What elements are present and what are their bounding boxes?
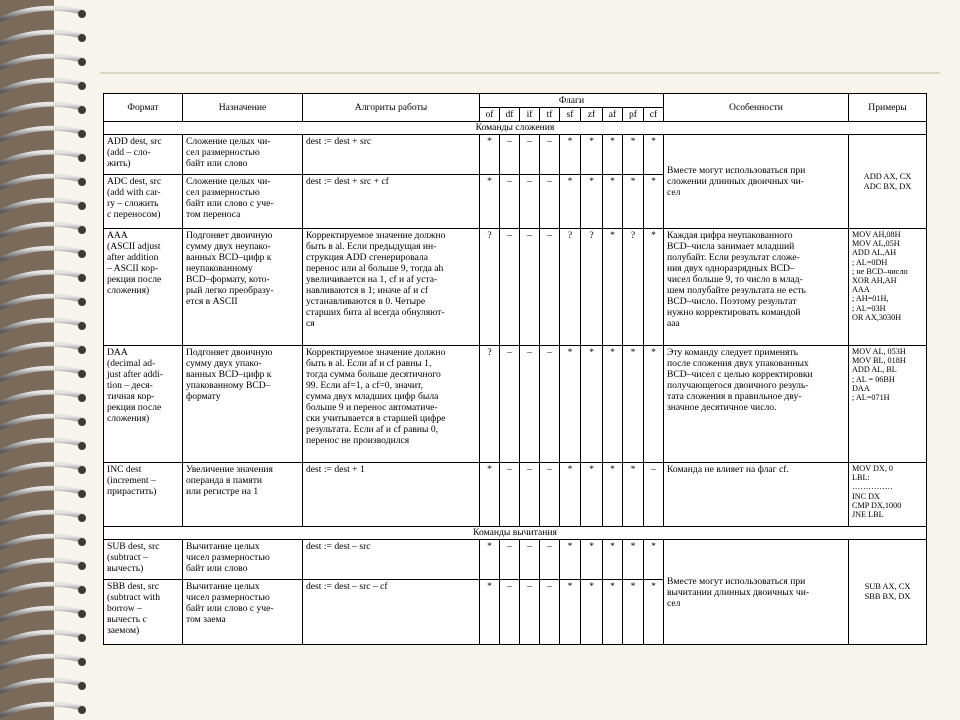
flag-cell: * [480,175,500,229]
flag-cell: – [500,540,520,580]
spiral-hole [78,562,86,570]
spiral-coil [2,200,82,211]
header-examples: Примеры [849,94,927,122]
spiral-coil [2,416,82,427]
flag-cell: * [560,540,581,580]
algorithm-cell: dest := dest + src [303,135,480,175]
section-header-subtraction: Команды вычитания [104,527,927,540]
flag-cell: * [623,346,644,463]
table-row-daa [104,346,927,463]
table-row-aaa [104,229,927,346]
algorithm-cell: dest := dest – src [303,540,480,580]
spiral-coil [2,704,82,715]
flag-cell: * [480,135,500,175]
flag-header: af [603,108,623,122]
spiral-hole [78,178,86,186]
flag-cell: – [500,580,520,645]
flag-cell: – [540,540,560,580]
purpose-cell: Вычитание целых чисел размерностью байт или слово [183,540,303,580]
section-header-addition: Команды сложения [104,122,927,135]
format-cell: ADD dest, src (add – сло- жить) [104,135,183,175]
flag-cell: * [644,580,664,645]
spiral-hole [78,274,86,282]
features-cell: Вместе могут использоваться при сложении длинных двоичных чи- сел [664,135,849,229]
flag-cell: – [540,580,560,645]
flag-cell: – [520,346,540,463]
flag-cell: – [500,346,520,463]
instruction-table-wrapper [103,93,927,645]
flag-cell: * [581,463,603,527]
spiral-hole [78,298,86,306]
format-cell: AAA (ASCII adjust after addition – ASCII кор- рекция после сложения) [104,229,183,346]
flag-cell: * [623,463,644,527]
spiral-hole [78,346,86,354]
flag-cell: * [603,229,623,346]
format-cell: ADC dest, src (add with car- ry – сложить с переносом) [104,175,183,229]
examples-cell: MOV DX, 0 LBL: …………… INC DX CMP DX,1000 JNE LBL [849,463,927,527]
spiral-hole [78,658,86,666]
flag-cell: ? [560,229,581,346]
spiral-coil [2,128,82,139]
flag-cell: * [480,463,500,527]
flag-cell: – [500,135,520,175]
notebook-spiral-binding [0,0,110,720]
table-row-sub [104,540,927,580]
spiral-hole [78,514,86,522]
spiral-coil [2,584,82,595]
spiral-coil [2,104,82,115]
spiral-coil [2,368,82,379]
flag-cell: * [623,135,644,175]
examples-cell: MOV AH,08H MOV AL,05H ADD AL,AH ; AL=0DH ; не BCD–число XOR AH,AH AAA ; AH=01H, ; AL=03H OR AX,3030H [849,229,927,346]
spiral-coil [2,296,82,307]
header-features: Особенности [664,94,849,122]
spiral-coil [2,248,82,259]
flag-cell: * [603,580,623,645]
flag-cell: * [603,540,623,580]
flag-cell: – [520,175,540,229]
header-algorithm: Алгориты работы [303,94,480,122]
horizontal-rule [100,72,940,74]
features-cell: Эту команду следует применять после сложения двух упакованных BCD–чисел с целью корректировки получающегося двоичного резуль- тата сложения в правильное дву- значное десятичное число. [664,346,849,463]
spiral-coil [2,8,82,19]
flag-cell: – [500,229,520,346]
purpose-cell: Подгоняет двоичную сумму двух упако- ванных BCD–цифр к упакованному BCD– формату [183,346,303,463]
spiral-coil [2,344,82,355]
flag-cell: * [581,175,603,229]
spiral-hole [78,130,86,138]
algorithm-cell: Корректируемое значение должно быть в al. Если af и cf равны 1, тогда сумма больше десятичного 99. Если af=1, а cf=0, значит, сумма двух младших цифр была больше 9 и перенос автоматиче- ски учитывается в старшей цифре результата. Если af и cf равны 0, перенос не производился [303,346,480,463]
flag-cell: * [560,135,581,175]
spiral-coil [2,56,82,67]
spiral-hole [78,466,86,474]
flag-cell: * [623,540,644,580]
spiral-coil [2,440,82,451]
spiral-hole [78,538,86,546]
spiral-hole [78,682,86,690]
format-cell: SUB dest, src (subtract – вычесть) [104,540,183,580]
flag-cell: * [480,540,500,580]
flag-cell: * [581,540,603,580]
algorithm-cell: dest := dest + 1 [303,463,480,527]
spiral-coil [2,632,82,643]
spiral-hole [78,10,86,18]
flag-cell: – [520,229,540,346]
flag-header: sf [560,108,581,122]
spiral-coil [2,608,82,619]
spiral-coil [2,488,82,499]
flag-cell: * [603,175,623,229]
spiral-coil [2,512,82,523]
flag-cell: – [540,346,560,463]
purpose-cell: Увеличение значения операнда в памяти или регистре на 1 [183,463,303,527]
purpose-cell: Подгоняет двоичную сумму двух неупако- ванных BCD–цифр к неупакованному BCD–формату, кото- рый легко преобразу- ется в ASCII [183,229,303,346]
format-cell: SBB dest, src (subtract with borrow – вычесть с заемом) [104,580,183,645]
header-flags: Флаги [480,94,664,108]
spiral-hole [78,106,86,114]
algorithm-cell: Корректируемое значение должно быть в al. Если предыдущая ин- струкция ADD сгенерировала перенос или al больше 9, тогда ah увеличивается на 1, cf и af уста- навливаются в 1; иначе af и cf устанавливаются в 0. Четыре старших бита al всегда обнуляют- ся [303,229,480,346]
flag-cell: * [623,175,644,229]
spiral-coil [2,32,82,43]
flag-header: zf [581,108,603,122]
spiral-coil [2,680,82,691]
flag-cell: – [520,540,540,580]
format-cell: INC dest (increment – прирастить) [104,463,183,527]
flag-header: pf [623,108,644,122]
flag-cell: * [581,346,603,463]
examples-cell: MOV AL, 053H MOV BL, 018H ADD AL, BL ; AL = 06BH DAA ; AL=071H [849,346,927,463]
spiral-coil [2,536,82,547]
spiral-hole [78,394,86,402]
spiral-coil [2,80,82,91]
spiral-hole [78,202,86,210]
spiral-hole [78,706,86,714]
features-cell: Вместе могут использоваться при вычитании длинных двоичных чи- сел [664,540,849,645]
spiral-coil [2,392,82,403]
spiral-hole [78,58,86,66]
purpose-cell: Вычитание целых чисел размерностью байт или слово с уче- том заема [183,580,303,645]
spiral-hole [78,442,86,450]
flag-cell: – [540,175,560,229]
flag-cell: – [520,580,540,645]
spiral-hole [78,586,86,594]
spiral-coil [2,560,82,571]
flag-cell: – [520,463,540,527]
flag-header: if [520,108,540,122]
spiral-coil [2,176,82,187]
spiral-hole [78,226,86,234]
purpose-cell: Сложение целых чи- сел размерностью байт или слово [183,135,303,175]
flag-cell: ? [480,346,500,463]
examples-cell: ADD AX, CX ADC BX, DX [849,135,927,229]
header-purpose: Назначение [183,94,303,122]
flag-cell: * [644,175,664,229]
flag-cell: * [560,580,581,645]
flag-cell: * [623,580,644,645]
flag-header: tf [540,108,560,122]
flag-cell: ? [623,229,644,346]
spiral-hole [78,34,86,42]
spiral-hole [78,490,86,498]
flag-cell: * [644,346,664,463]
features-cell: Команда не влияет на флаг cf. [664,463,849,527]
flag-cell: * [581,580,603,645]
flag-cell: – [520,135,540,175]
flag-cell: * [581,135,603,175]
spiral-coil [2,464,82,475]
flag-cell: * [560,175,581,229]
spiral-hole [78,418,86,426]
spiral-hole [78,250,86,258]
flag-cell: * [644,135,664,175]
spiral-hole [78,82,86,90]
flag-cell: * [480,580,500,645]
spiral-coil [2,224,82,235]
spiral-hole [78,370,86,378]
flag-cell: – [644,463,664,527]
flag-cell: ? [480,229,500,346]
features-cell: Каждая цифра неупакованного BCD–числа занимает младший полубайт. Если результат сложе- ния двух одноразрядных BCD– чисел больше 9, то число в млад- шем полубайте результата не есть BCD–число. Поэтому результат нужно корректировать командой aaa [664,229,849,346]
flag-header: df [500,108,520,122]
spiral-hole [78,634,86,642]
flag-cell: – [540,135,560,175]
flag-cell: * [603,463,623,527]
flag-header: of [480,108,500,122]
purpose-cell: Сложение целых чи- сел размерностью байт или слово с уче- том переноса [183,175,303,229]
format-cell: DAA (decimal ad- just after addi- tion – деся- тичная кор- рекция после сложения) [104,346,183,463]
spiral-coil [2,320,82,331]
header-format: Формат [104,94,183,122]
table-row-inc [104,463,927,527]
flag-header: cf [644,108,664,122]
table-row-add [104,135,927,175]
spiral-coil [2,656,82,667]
spiral-hole [78,610,86,618]
spiral-hole [78,322,86,330]
flag-cell: * [560,463,581,527]
flag-cell: * [603,346,623,463]
spiral-coil [2,152,82,163]
flag-cell: – [500,175,520,229]
spiral-coil [2,272,82,283]
examples-cell: SUB AX, CX SBB BX, DX [849,540,927,645]
instruction-table [103,93,927,645]
spiral-hole [78,154,86,162]
flag-cell: * [560,346,581,463]
algorithm-cell: dest := dest + src + cf [303,175,480,229]
flag-cell: – [540,463,560,527]
flag-cell: * [603,135,623,175]
algorithm-cell: dest := dest – src – cf [303,580,480,645]
flag-cell: – [540,229,560,346]
flag-cell: * [644,540,664,580]
flag-cell: * [644,229,664,346]
flag-cell: ? [581,229,603,346]
flag-cell: – [500,463,520,527]
